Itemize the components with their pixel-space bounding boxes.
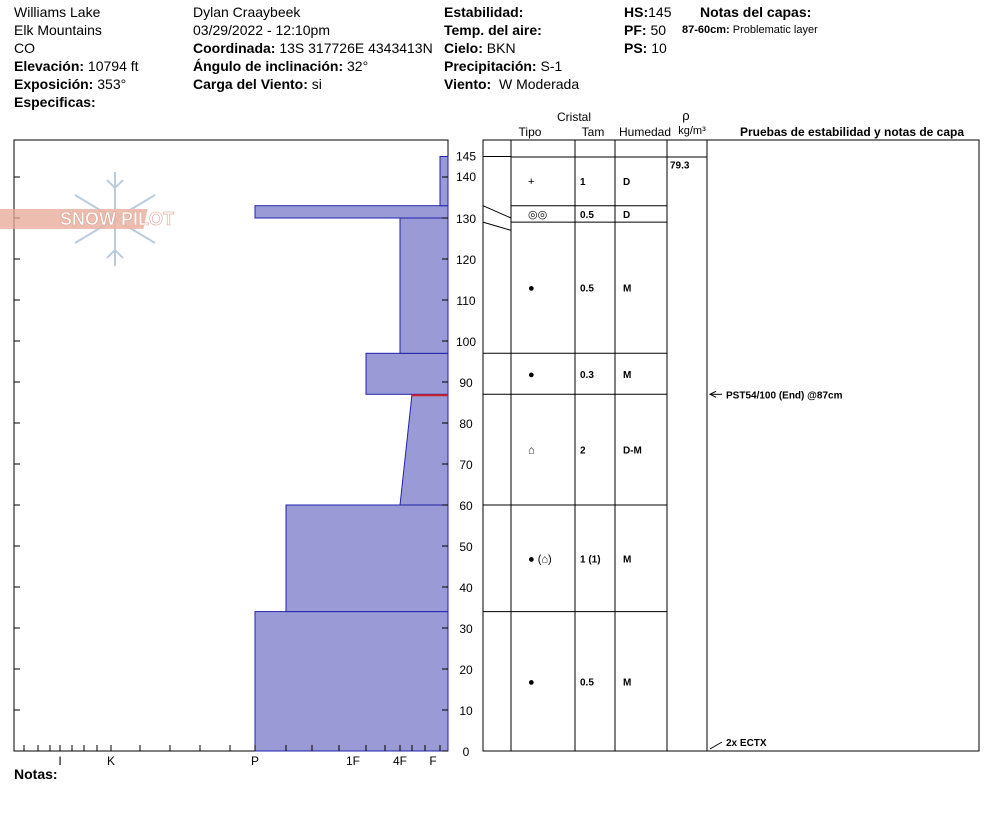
layer-grain-size: 0.5 [580,209,594,221]
layer-moisture: D [623,177,631,189]
layer-notes-label: Notas del capas: [700,4,812,20]
layer-grain-size: 1 [580,177,586,189]
layer-grain-type: ● [528,282,535,295]
density-value: 79.3 [670,160,690,172]
table-frame [483,140,979,751]
datetime: 03/29/2022 - 12:10pm [193,22,330,38]
height-tick-label: 40 [459,581,473,595]
layer-grain-size: 0.5 [580,677,594,689]
precipitation: Precipitación: S-1 [444,58,563,74]
layer-moisture: D [623,209,631,221]
hardness-bar [255,206,448,218]
notes-label: Notas: [14,766,58,782]
layer-grain-type: ◎◎ [528,208,548,221]
observer: Dylan Craaybeek [193,4,301,20]
test-arrow [710,742,722,749]
col-density-unit: kg/m³ [678,125,706,137]
hardness-bar [366,353,448,394]
hardness-bar [400,394,448,505]
test-label: 2x ECTX [726,738,767,749]
height-tick-label: 20 [459,663,473,677]
hardness-profile [255,157,448,752]
col-tests: Pruebas de estabilidad y notas de capa [739,125,965,139]
layer-grain-type: ● [528,676,535,689]
hardness-tick-label: K [106,754,116,768]
hardness-bar [400,218,448,353]
mountain-range: Elk Mountains [14,22,102,38]
height-tick-label: 145 [455,149,477,164]
location: Williams Lake [14,4,101,20]
height-tick-label: 30 [459,622,473,636]
hardness-bar [286,505,448,612]
height-tick-label: 140 [455,170,477,184]
hardness-tick-label: F [429,754,437,768]
ps: PS: 10 [624,40,667,56]
stability: Estabilidad: [444,4,524,20]
hs: HS:145 [624,4,672,20]
layer-connector [483,222,511,230]
hardness-tick-label: P [250,754,260,768]
elevation: Elevación: 10794 ft [14,58,139,74]
layer-moisture: D-M [623,445,642,457]
sky: Cielo: BKN [444,40,516,56]
pf: PF: 50 [624,22,667,38]
wind: Viento: W Moderada [444,76,580,92]
layer-grain-size: 0.5 [580,283,594,295]
col-size: Tam [581,125,605,139]
height-tick-label: 10 [459,704,473,718]
slope-angle: Ángulo de inclinación: 32° [193,58,369,74]
layer-table [483,108,979,751]
height-tick-label: 50 [459,540,473,554]
layer-moisture: M [623,554,632,566]
hardness-tick-label: I [58,754,62,768]
layer-note: 87-60cm: Problematic layer [682,24,818,36]
snowpilot-logo [0,172,174,266]
layer-grain-size: 1 (1) [580,554,601,566]
hardness-bar [440,157,448,206]
layer-grain-type: ⌂ [528,444,535,457]
layer-moisture: M [623,677,632,689]
height-tick-label: 60 [459,499,473,513]
height-tick-label: 110 [456,294,476,308]
layer-grain-type: + [528,176,535,189]
specifics: Especificas: [14,94,96,110]
col-moisture: Humedad [618,125,672,139]
state: CO [14,40,35,56]
height-tick-label: 90 [459,376,473,390]
layer-moisture: M [623,283,632,295]
layer-grain-type: ● (⌂) [528,553,552,566]
col-density-symbol: ρ [682,108,690,123]
layer-grain-size: 0.3 [580,369,594,381]
coordinates: Coordinada: 13S 317726E 4343413N [193,40,433,56]
height-tick-label: 120 [455,253,477,267]
logo-text: SNOW PILOT [60,209,174,229]
air-temp: Temp. del aire: [444,22,542,38]
col-type: Tipo [518,125,542,139]
height-tick-label: 130 [455,212,477,226]
height-tick-label: 80 [459,417,473,431]
col-crystal: Cristal [556,110,592,124]
aspect: Exposición: 353° [14,76,127,92]
layer-moisture: M [623,369,632,381]
height-tick-label: 70 [459,458,473,472]
wind-loading: Carga del Viento: si [193,76,322,92]
hardness-bar [255,612,448,751]
layer-grain-size: 2 [580,445,586,457]
hardness-tick-label: 4F [392,754,408,768]
height-tick-label: 0 [462,745,470,759]
test-label: PST54/100 (End) @87cm [726,390,843,402]
height-tick-label: 100 [455,335,477,349]
layer-grain-type: ● [528,368,535,381]
layer-connector [483,206,511,218]
hardness-tick-label: 1F [345,754,361,768]
